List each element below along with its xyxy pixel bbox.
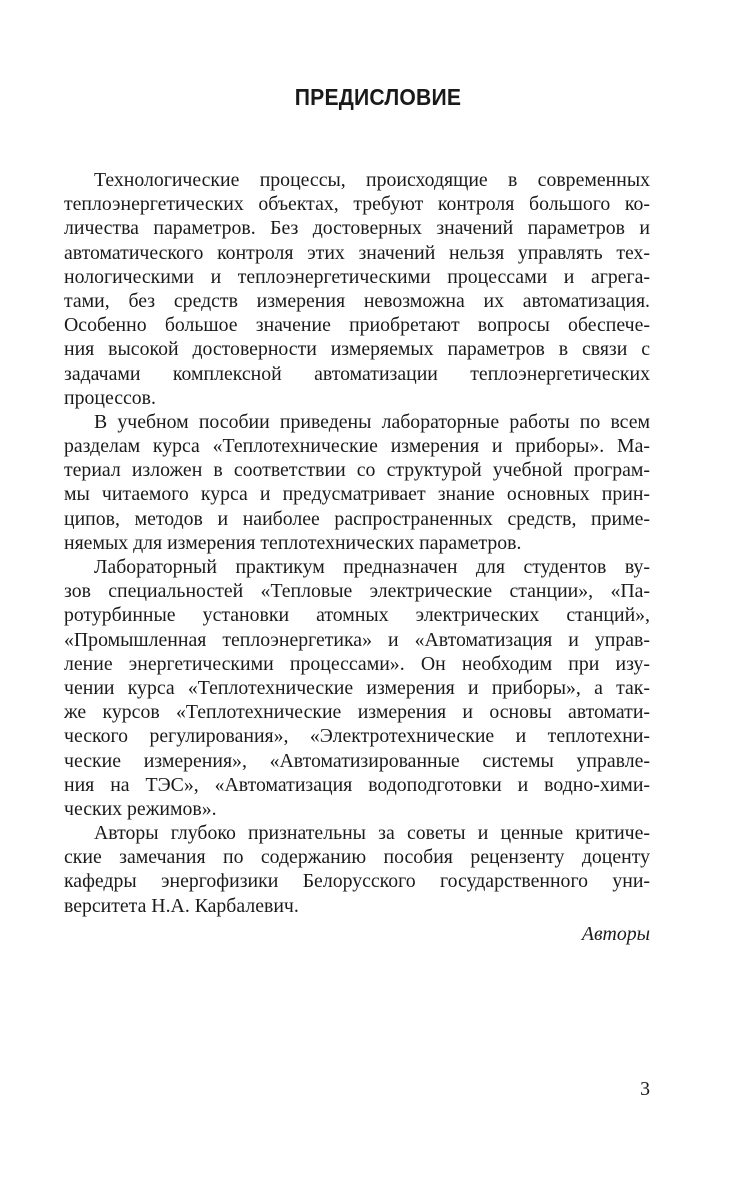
text-line: зов специальностей «Тепловые электрические станции», «Па- [64,580,650,603]
text-line: В учебном пособии приведены лабораторные работы по всем [94,410,650,433]
text-line: Авторы глубоко признательны за советы и ценные критиче- [94,822,650,845]
text-line: «Промышленная теплоэнергетика» и «Автоматизация и управ- [64,628,650,651]
page-title: ПРЕДИСЛОВИЕ [294,84,462,110]
text-line: териал изложен в соответствии со структурой учебной програм- [64,459,650,482]
text-line: теплоэнергетических объектах, требуют контроля большого ко- [64,193,650,216]
text-line: Лабораторный практикум предназначен для студентов ву- [94,556,650,578]
page-number: 3 [640,1078,650,1100]
text-line: кафедры энергофизики Белорусского государственного уни- [64,870,650,893]
paragraph [64,821,650,918]
text-line: автоматического контроля этих значений нельзя управлять тех- [64,241,650,264]
text-line: ление энергетическими процессами». Он необходим при изу- [64,652,650,675]
signature: Авторы [581,923,650,945]
text-line: процессов. [64,386,156,409]
preface-body [64,168,650,918]
text-line: Технологические процессы, происходящие в современных [94,169,650,191]
paragraph [64,410,650,555]
text-line: ния высокой достоверности измеряемых параметров в связи с [64,338,650,361]
text-line: ческих режимов». [64,797,217,820]
text-line: тами, без средств измерения невозможна их автоматизация. [64,289,650,312]
text-line: мы читаемого курса и предусматривает знание основных прин- [64,483,650,506]
text-line: ские замечания по содержанию пособия рецензенту доценту [64,846,650,869]
text-line: ческого регулирования», «Электротехнические и теплотехни- [64,725,650,748]
text-line: ротурбинные установки атомных электрических станций», [64,604,650,627]
text-line: ципов, методов и наиболее распространенных средств, приме- [64,507,650,530]
paragraph [64,168,650,410]
paragraph [64,555,650,821]
text-line: разделам курса «Теплотехнические измерения и приборы». Ма- [64,435,650,458]
text-line: ния на ТЭС», «Автоматизация водоподготовки и водно-хими- [64,773,650,796]
text-line: ческие измерения», «Автоматизированные системы управле- [64,749,650,772]
text-line: Особенно большое значение приобретают вопросы обеспече- [64,314,650,337]
text-line: личества параметров. Без достоверных значений параметров и [64,217,650,240]
text-line: нологическими и теплоэнергетическими процессами и агрега- [64,265,650,288]
text-line: задачами комплексной автоматизации теплоэнергетических [64,362,650,385]
text-line: няемых для измерения теплотехнических параметров. [64,531,522,554]
text-line: верситета Н.А. Карбалевич. [64,894,299,917]
text-line: же курсов «Теплотехнические измерения и основы автомати- [64,701,650,724]
text-line: чении курса «Теплотехнические измерения и приборы», а так- [64,676,650,699]
